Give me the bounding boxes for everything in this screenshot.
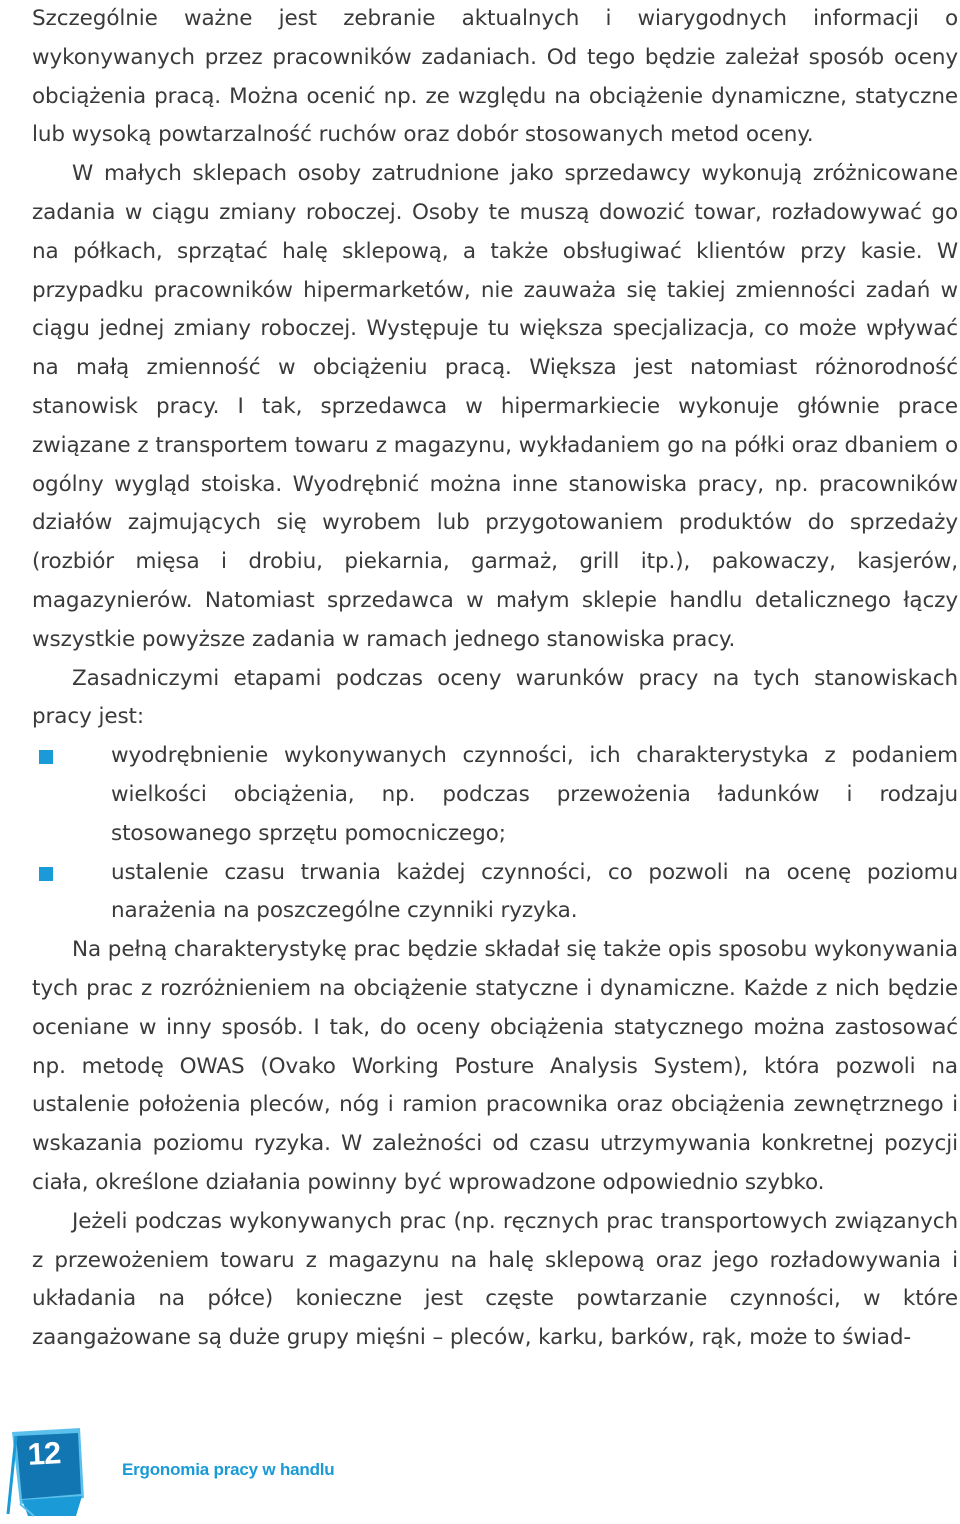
document-body: [32, 0, 958, 1358]
list-item: [32, 854, 958, 932]
paragraph: Szczególnie ważne jest zebranie aktualnych i wiarygodnych informacji o wykonywanych przez pracowników zadaniach. Od tego będzie zależał sposób oceny obciążenia pracą. Można ocenić np. ze względu na obciążenie dynamiczne, statyczne lub wysoką powtarzalność ruchów oraz dobór stosowanych metod oceny.: [32, 6, 958, 148]
paragraph: Zasadniczymi etapami podczas oceny warunków pracy na tych stanowiskach pracy jest:: [32, 665, 958, 730]
paragraph: Jeżeli podczas wykonywanych prac (np. ręcznych prac transportowych związanych z przewożeniem towaru z magazynu na halę sklepową oraz jego rozładowywania i układania na półce) konieczne jest częste powtarzanie czynności, w które zaangażowane są duże grupy mięśni – pleców, karku, barków, rąk, może to świad-: [32, 1208, 958, 1351]
square-bullet-icon: [39, 750, 53, 764]
page-footer: [0, 1420, 960, 1524]
paragraph: Na pełną charakterystykę prac będzie składał się także opis sposobu wykonywania tych prac z rozróżnieniem na obciążenie statyczne i dynamiczne. Każde z nich będzie oceniane w inny sposób. I tak, do oceny obciążenia statycznego można zastosować np. metodę OWAS (Ovako Working Posture Analysis System), która pozwoli na ustalenie położenia pleców, nóg i ramion pracownika oraz obciążenia zewnętrznego i wskazania poziomu ryzyka. W zależności od czasu utrzymywania konkretnej pozycji ciała, określone działania powinny być wprowadzone odpowiednio szybko.: [32, 937, 958, 1195]
publication-title: Ergonomia pracy w handlu: [122, 1460, 335, 1479]
paragraph: W małych sklepach osoby zatrudnione jako sprzedawcy wykonują zróżnicowane zadania w ciągu zmiany roboczej. Osoby te muszą dowozić towar, rozładowywać go na półkach, sprzątać halę sklepową, a także obsługiwać klientów przy kasie. W przypadku pracowników hipermarketów, nie zauważa się takiej zmienności zadań w ciągu jednej zmiany roboczej. Występuje tu większa specjalizacja, co może wpływać na małą zmienność w obciążeniu pracą. Większa jest natomiast różnorodność stanowisk pracy. I tak, sprzedawca w hipermarkiecie wykonuje głównie prace związane z transportem towaru z magazynu, wykładaniem go na półki oraz dbaniem o ogólny wygląd stoiska. Wyodrębnić można inne stanowiska pracy, np. pracowników działów zajmujących się wyrobem lub przygotowaniem produktów do sprzedaży (rozbiór mięsa i drobiu, piekarnia, garmaż, grill itp.), pakowaczy, kasjerów, magazynierów. Natomiast sprzedawca w małym sklepie handlu detalicznego łączy wszystkie powyższe zadania w ramach jednego stanowiska pracy.: [32, 161, 958, 652]
bullet-list: [32, 737, 958, 931]
list-item: [32, 737, 958, 853]
list-item-text: wyodrębnienie wykonywanych czynności, ich charakterystyka z podaniem wielkości obciążenia, np. podczas przewożenia ładunków i rodzaju stosowanego sprzętu pomocniczego;: [111, 743, 958, 846]
square-bullet-icon: [39, 867, 53, 881]
page-number: 12: [26, 1435, 62, 1472]
list-item-text: ustalenie czasu trwania każdej czynności, co pozwoli na ocenę poziomu narażenia na poszczególne czynniki ryzyka.: [111, 859, 958, 924]
